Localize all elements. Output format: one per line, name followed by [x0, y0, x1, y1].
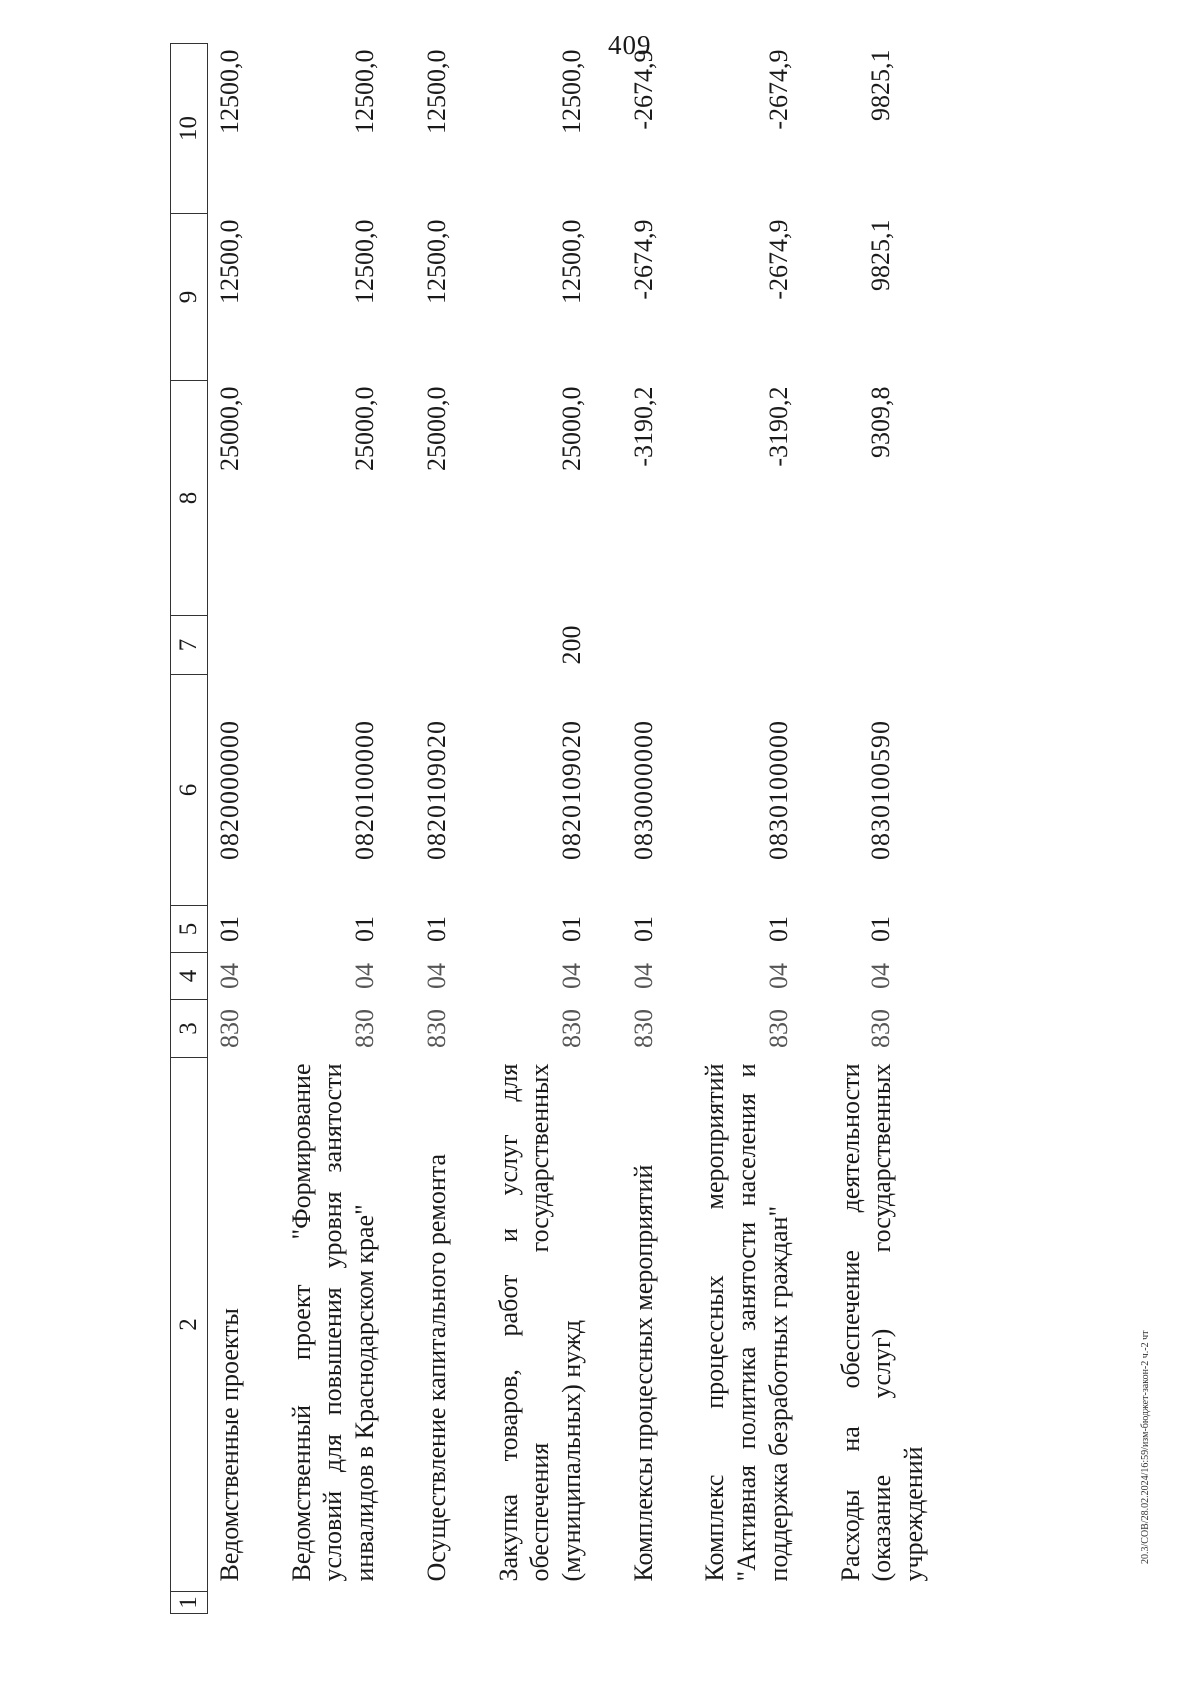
cell-amount-col-10: 12500,0 — [350, 49, 380, 134]
page-number: 409 — [608, 30, 652, 60]
cell-ministry-code: 830 — [865, 1009, 895, 1048]
budget-table — [170, 43, 938, 1614]
cell-amount-col-8: -3190,2 — [763, 386, 793, 467]
table-row — [493, 44, 628, 1614]
cell-amount-col-9: -2674,9 — [763, 219, 793, 300]
cell-amount-col-10: 12500,0 — [557, 49, 587, 134]
cell-col-1 — [493, 1592, 628, 1614]
header-col-7: 7 — [171, 616, 208, 675]
header-col-6: 6 — [171, 675, 208, 906]
table-row — [699, 44, 834, 1614]
cell-expense-type — [628, 616, 700, 675]
cell-ministry-code: 830 — [763, 1009, 793, 1048]
cell-amount-col-10: 12500,0 — [421, 49, 451, 134]
cell-subsection-code: 01 — [215, 916, 244, 942]
row-description: Комплексы процессных мероприятий — [628, 1164, 658, 1582]
cell-ministry-code: 830 — [215, 1009, 244, 1048]
row-description: Расходы на обеспечение деятельности (оказание услуг) государственных учреждений — [835, 1063, 929, 1582]
cell-subsection-code: 01 — [350, 916, 380, 942]
cell-col-1 — [421, 1592, 493, 1614]
row-description: Ведомственный проект "Формирование условий для повышения уровня занятости инвалидов в Краснодарском крае" — [286, 1063, 380, 1582]
table-row — [208, 44, 286, 1614]
cell-ministry-code: 830 — [421, 1009, 451, 1048]
cell-subsection-code: 01 — [421, 916, 451, 942]
header-col-5: 5 — [171, 906, 208, 953]
cell-amount-col-10: -2674,9 — [763, 49, 793, 130]
cell-amount-col-8: -3190,2 — [628, 386, 658, 467]
cell-expense-type — [208, 616, 286, 675]
cell-expense-type — [835, 616, 938, 675]
row-description: Ведомственные проекты — [215, 1307, 244, 1582]
header-col-1: 1 — [171, 1592, 208, 1614]
cell-subsection-code: 01 — [865, 916, 895, 942]
cell-ministry-code: 830 — [350, 1009, 380, 1048]
cell-section-code: 04 — [865, 963, 895, 989]
cell-col-1 — [699, 1592, 834, 1614]
cell-target-article: 0820109020 — [557, 720, 587, 860]
cell-section-code: 04 — [763, 963, 793, 989]
cell-amount-col-9: 12500,0 — [557, 219, 587, 304]
cell-col-1 — [835, 1592, 938, 1614]
cell-section-code: 04 — [421, 963, 451, 989]
header-col-10: 10 — [171, 44, 208, 214]
cell-target-article: 0820000000 — [215, 720, 244, 860]
header-col-2: 2 — [171, 1058, 208, 1592]
header-col-4: 4 — [171, 953, 208, 1000]
cell-amount-col-10: 12500,0 — [215, 49, 244, 134]
cell-col-1 — [208, 1592, 286, 1614]
cell-target-article: 0830100590 — [865, 720, 895, 860]
cell-section-code: 04 — [215, 963, 244, 989]
row-description: Закупка товаров, работ и услуг для обеспечения государственных (муниципальных) нужд — [493, 1063, 587, 1582]
cell-ministry-code: 830 — [628, 1009, 658, 1048]
table-row — [421, 44, 493, 1614]
cell-amount-col-8: 25000,0 — [421, 386, 451, 471]
cell-amount-col-9: -2674,9 — [628, 219, 658, 300]
cell-expense-type — [286, 616, 421, 675]
cell-expense-type — [421, 616, 493, 675]
cell-target-article: 0820109020 — [421, 720, 451, 860]
cell-amount-col-9: 12500,0 — [421, 219, 451, 304]
cell-amount-col-10: 9825,1 — [865, 49, 895, 121]
header-col-8: 8 — [171, 381, 208, 616]
cell-target-article: 0830000000 — [628, 720, 658, 860]
footer-document-code: 20.3/СОВ/28.02.2024/16:59/изм-бюджет-закон-2 ч.-2 чт — [1140, 1330, 1151, 1564]
cell-subsection-code: 01 — [557, 916, 587, 942]
header-col-3: 3 — [171, 1000, 208, 1058]
cell-ministry-code: 830 — [557, 1009, 587, 1048]
cell-amount-col-9: 12500,0 — [215, 219, 244, 304]
table-row — [628, 44, 700, 1614]
cell-amount-col-8: 25000,0 — [350, 386, 380, 471]
cell-amount-col-9: 9825,1 — [865, 219, 895, 291]
cell-target-article: 0820100000 — [350, 720, 380, 860]
cell-section-code: 04 — [628, 963, 658, 989]
cell-target-article: 0830100000 — [763, 720, 793, 860]
table-row — [835, 44, 938, 1614]
cell-expense-type: 200 — [557, 625, 587, 665]
cell-amount-col-10: -2674,9 — [628, 49, 658, 130]
cell-section-code: 04 — [557, 963, 587, 989]
row-description: Комплекс процессных мероприятий "Активная политика занятости населения и поддержка безработных граждан" — [700, 1063, 793, 1582]
header-col-9: 9 — [171, 214, 208, 381]
table-row — [286, 44, 421, 1614]
cell-section-code: 04 — [350, 963, 380, 989]
cell-expense-type — [699, 616, 834, 675]
row-description: Осуществление капитального ремонта — [421, 1153, 451, 1582]
cell-col-1 — [628, 1592, 700, 1614]
cell-subsection-code: 01 — [628, 916, 658, 942]
cell-subsection-code: 01 — [763, 916, 793, 942]
cell-col-1 — [286, 1592, 421, 1614]
cell-amount-col-9: 12500,0 — [350, 219, 380, 304]
cell-amount-col-8: 25000,0 — [557, 386, 587, 471]
cell-amount-col-8: 9309,8 — [865, 386, 895, 458]
table-header-row — [171, 44, 208, 1614]
cell-amount-col-8: 25000,0 — [215, 386, 244, 471]
